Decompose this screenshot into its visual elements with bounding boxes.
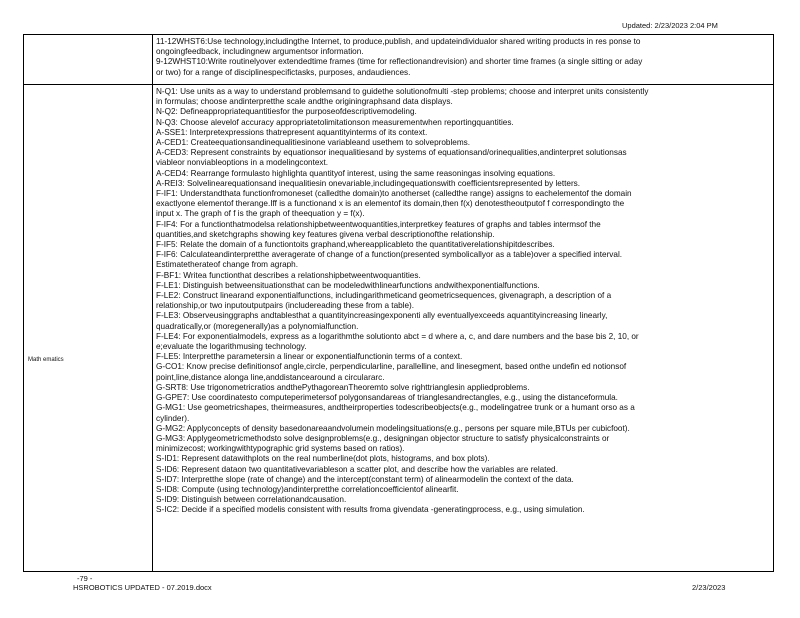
standard-line: or two) for a range of disciplinespecifictasks, purposes, andaudiences.: [156, 67, 411, 77]
standard-line: S-IC2: Decide if a specified modelis consistent with results froma givendata -generatingprocess, e.g., using simulation.: [156, 505, 585, 515]
standard-line: A-CED4: Rearrange formulasto highlighta quantityof interest, using the same reasoningas insolving equations.: [156, 168, 556, 178]
standard-line: cylinder).: [156, 413, 190, 423]
standard-line: G-CO1: Know precise definitionsof angle,circle, perpendicularline, parallelline, and linesegment, based onthe undefin ed notionsof: [156, 362, 627, 372]
standard-line: input x. The graph of f is the graph of theequation y = f(x).: [156, 209, 365, 219]
standard-line: F-IF4: For a functionthatmodelsa relationshipbetweentwoquantities,interpretkey features of graphs and tables intermsof the: [156, 219, 601, 229]
standard-line: F-IF6: Calculateandinterpretthe averagerate of change of a function(presented symbolicallyor as a table)over a specified interval.: [156, 250, 623, 260]
standard-line: viableor nonviableoptions in a modelingcontext.: [156, 158, 329, 168]
standard-line: F-LE4: For exponentialmodels, express as a logarithmthe solutionto abct = d where a, c, and dare numbers and the base bis 2, 10, or: [156, 331, 639, 341]
standard-line: S-ID6: Represent dataon two quantitativevariableson a scatter plot, and describe how the variables are related.: [156, 464, 558, 474]
standard-line: F-LE2: Construct linearand exponentialfunctions, includingarithmeticand geometricsequences, givenagraph, a description of a: [156, 291, 612, 301]
standard-line: minimizecost; workingwithtypographic grid systems based on ratios).: [156, 444, 405, 454]
standard-line: in formulas; choose andinterpretthe scale andthe originingraphsand data displays.: [156, 97, 453, 107]
standard-line: F-LE3: Observeusinggraphs andtablesthat a quantityincreasingexponenti ally eventuallyexceeds aquantityincreasing linearly,: [156, 311, 608, 321]
standard-line: N-Q2: Defineappropriatequantitiesfor the purposeofdescriptivemodeling.: [156, 107, 417, 117]
page-number: -79 -: [77, 574, 93, 583]
footer-date: 2/23/2023: [692, 583, 726, 592]
standard-line: F-LE1: Distinguish betweensituationsthat can be modeledwithlinearfunctions andwithexponentialfunctions.: [156, 280, 540, 290]
standard-line: exactlyone elementof therange.Iff is a functionand x is an elementof its domain,then f(x) denotestheoutputof f correspondingto the: [156, 199, 625, 209]
standard-line: F-IF5: Relate the domain of a functiontoits graphand,whereapplicableto the quantitativerelationshipitdescribes.: [156, 240, 555, 250]
standard-line: A-CED3: Represent constraints by equationsor inequalitiesand by systems of equationsand/orinequalities,andinterpret solutionsas: [156, 148, 627, 158]
standard-line: F-IF1: Understandthata functionfromoneset (calledthe domain)to anotherset (calledthe range) assigns to eachelementof the domain: [156, 189, 632, 199]
standard-line: G-SRT8: Use trigonometricratios andthePythagoreanTheoremto solve righttrianglesin appliedproblems.: [156, 382, 530, 392]
math-standards-cell: [156, 87, 770, 516]
standard-line: G-MG2: Applyconcepts of density basedonareaandvolumein modelingsituations(e.g., persons per square mile,BTUs per cubicfoot).: [156, 423, 630, 433]
standard-line: S-ID9: Distinguish between correlationandcausation.: [156, 495, 347, 505]
document-filename: HSROBOTICS UPDATED - 07.2019.docx: [73, 583, 212, 592]
standard-line: e;evaluate the logarithmusing technology.: [156, 342, 307, 352]
standard-line: N-Q3: Choose alevelof accuracy appropriatetolimitationson measurementwhen reportingquantities.: [156, 117, 514, 127]
standard-line: ongoingfeedback, includingnew argumentsor information.: [156, 47, 364, 57]
standard-line: Estimatetherateof change from agraph.: [156, 260, 298, 270]
standard-line: A-SSE1: Interpretexpressions thatrepresent aquantityinterms of its context.: [156, 127, 428, 137]
standards-table: [23, 34, 774, 572]
standard-line: quadratically,or (moregenerally)as a polynomialfunction.: [156, 321, 359, 331]
standard-line: S-ID1: Represent datawithplots on the real numberline(dot plots, histograms, and box plots).: [156, 454, 490, 464]
writing-standards-cell: [156, 37, 770, 78]
column-divider: [152, 35, 153, 571]
standard-line: 9-12WHST10:Write routinelyover extendedtime frames (time for reflectionandrevision) and shorter time frames (a single sitting or aday: [156, 57, 643, 67]
standard-line: A-CED1: Createequationsandinequalitiesinone variableand usethem to solveproblems.: [156, 138, 471, 148]
updated-timestamp: Updated: 2/23/2023 2:04 PM: [622, 21, 718, 30]
standard-line: point,line,distance alonga line,anddistancearound a circulararc.: [156, 372, 385, 382]
row-divider: [24, 84, 773, 85]
standard-line: F-BF1: Writea functionthat describes a relationshipbetweentwoquantities.: [156, 270, 421, 280]
standard-line: F-LE5: Interpretthe parametersin a linear or exponentialfunctionin terms of a context.: [156, 352, 463, 362]
standard-line: A-REI3: Solvelinearequationsand inequalitiesin onevariable,includingequationswith coefficientsrepresented by letters.: [156, 178, 581, 188]
standard-line: G-GPE7: Use coordinatesto computeperimetersof polygonsandareas of trianglesandrectangles, e.g., using the distanceformula.: [156, 393, 618, 403]
standard-line: S-ID8: Compute (using technology)andinterpretthe correlationcoefficientof alinearfit.: [156, 484, 459, 494]
standard-line: G-MG3: Applygeometricmethodsto solve designproblems(e.g., designingan objector structure to satisfy physicalconstraints or: [156, 433, 610, 443]
standard-line: quantities,and sketchgraphs showing key features givena verbal descriptionofthe relationship.: [156, 229, 495, 239]
subject-label: Math ematics: [28, 357, 64, 363]
standard-line: G-MG1: Use geometricshapes, theirmeasures, andtheirproperties todescribeobjects(e.g., modelingatree trunk or a humant orso as a: [156, 403, 635, 413]
standard-line: N-Q1: Use units as a way to understand problemsand to guidethe solutionofmulti -step problems; choose and interpret units consistently: [156, 87, 649, 96]
standard-line: relationship,or two inputoutputpairs (includereading these from a table).: [156, 301, 415, 311]
standard-line: S-ID7: Interpretthe slope (rate of change) and the intercept(constant term) of alinearmodelin the context of the data.: [156, 474, 574, 484]
standard-line: 11-12WHST6:Use technology,includingthe Internet, to produce,publish, and updateindividualor shared writing products in res ponse to: [156, 37, 641, 46]
